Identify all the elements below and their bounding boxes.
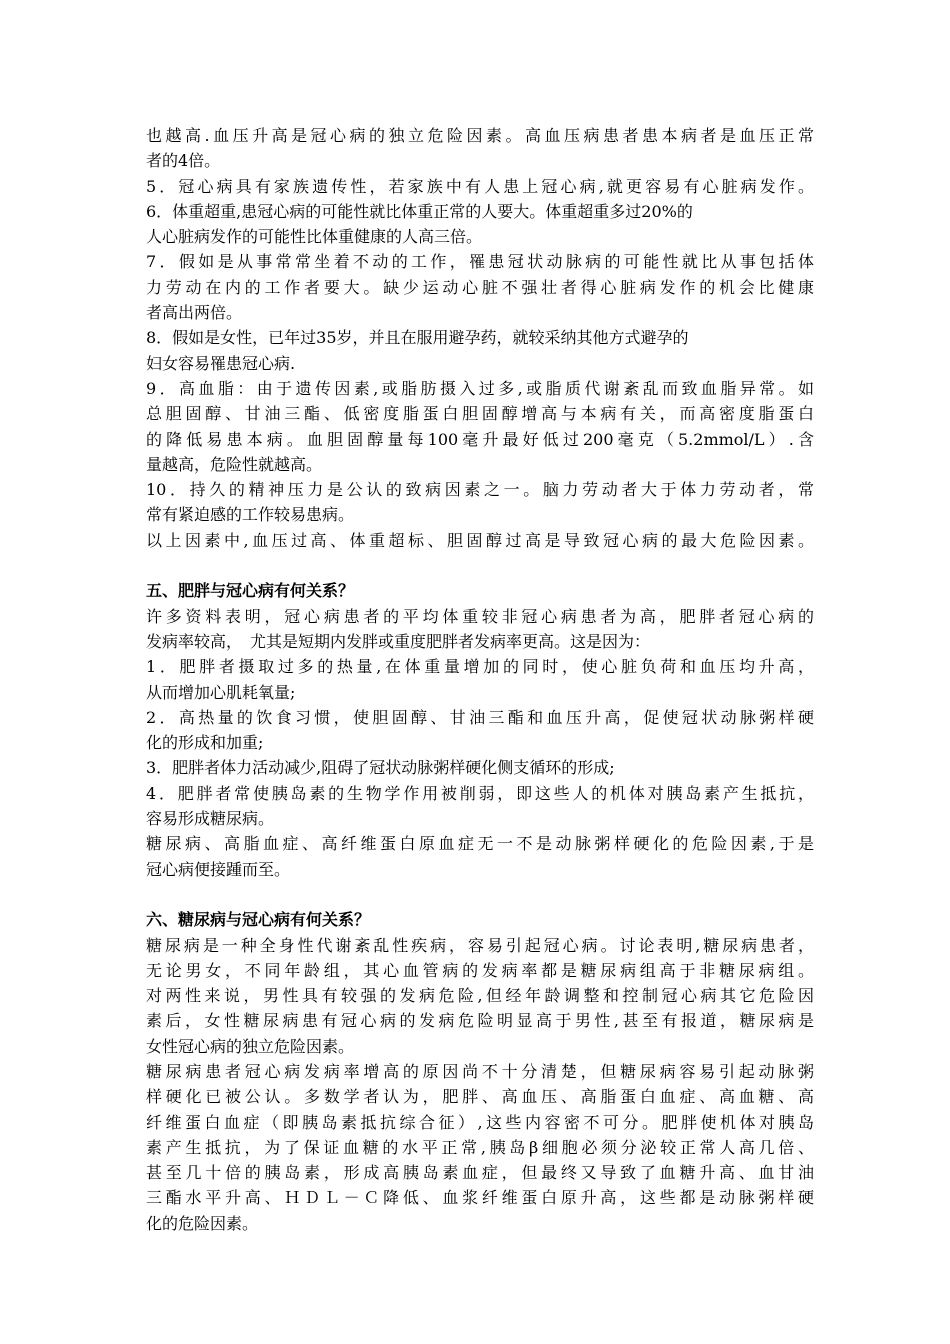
text-line: 者的4倍。 — [146, 151, 221, 171]
section-heading: 五、肥胖与冠心病有何关系？ — [146, 581, 355, 601]
text-line: 糖尿病、高脂血症、高纤维蛋白原血症无一不是动脉粥样硬化的危险因素,于是 — [146, 834, 814, 854]
text-line: 冠心病便接踵而至。 — [146, 859, 291, 879]
text-line: 纤维蛋白血症（即胰岛素抵抗综合征）,这些内容密不可分。肥胖使机体对胰岛 — [146, 1112, 814, 1132]
text-line: 妇女容易罹患冠心病. — [146, 353, 296, 373]
text-line: 化的危险因素。 — [146, 1213, 259, 1233]
text-line: 5．冠心病具有家族遗传性，若家族中有人患上冠心病,就更容易有心脏病发作。 — [146, 176, 814, 196]
text-line: 样硬化已被公认。多数学者认为，肥胖、高血压、高脂蛋白血症、高血糖、高 — [146, 1087, 814, 1107]
text-line: 1．肥胖者摄取过多的热量,在体重量增加的同时，使心脏负荷和血压均升高， — [146, 657, 814, 677]
text-line: 糖尿病是一种全身性代谢紊乱性疾病，容易引起冠心病。讨论表明,糖尿病患者， — [146, 935, 814, 955]
text-line: 总胆固醇、甘油三酯、低密度脂蛋白胆固醇增高与本病有关，而高密度脂蛋白 — [146, 404, 814, 424]
text-line: 女性冠心病的独立危险因素。 — [146, 1036, 355, 1056]
text-line: 者高出两倍。 — [146, 303, 243, 323]
text-line: 糖尿病患者冠心病发病率增高的原因尚不十分清楚，但糖尿病容易引起动脉粥 — [146, 1061, 814, 1081]
text-line: 也越高.血压升高是冠心病的独立危险因素。高血压病患者患本病者是血压正常 — [146, 126, 814, 145]
text-line: 人心脏病发作的可能性比体重健康的人高三倍。 — [146, 227, 483, 247]
text-line: 4．肥胖者常使胰岛素的生物学作用被削弱，即这些人的机体对胰岛素产生抵抗， — [146, 783, 814, 803]
text-line: 2．高热量的饮食习惯，使胆固醇、甘油三酯和血压升高，促使冠状动脉粥样硬 — [146, 707, 814, 727]
text-line: 素后，女性糖尿病患有冠心病的发病危险明显高于男性,甚至有报道，糖尿病是 — [146, 1011, 814, 1031]
text-line: 容易形成糖尿病。 — [146, 809, 275, 829]
paragraph-gap — [146, 553, 814, 578]
text-line: 9．高血脂：由于遗传因素,或脂肪摄入过多,或脂质代谢紊乱而致血脂异常。如 — [146, 378, 814, 398]
text-line: 常有紧迫感的工作较易患病。 — [146, 505, 355, 525]
text-line: 8．假如是女性，已年过35岁，并且在服用避孕药，就较采纳其他方式避孕的 — [146, 328, 689, 348]
text-line: 化的形成和加重; — [146, 733, 264, 753]
text-line: 素产生抵抗，为了保证血糖的水平正常,胰岛β细胞必须分泌较正常人高几倍、 — [146, 1137, 814, 1157]
text-line: 7．假如是从事常常坐着不动的工作，罹患冠状动脉病的可能性就比从事包括体 — [146, 252, 814, 272]
paragraph-gap — [146, 882, 814, 907]
text-line: 从而增加心肌耗氧量; — [146, 682, 296, 702]
text-line: 无论男女，不同年龄组，其心血管病的发病率都是糖尿病组高于非糖尿病组。 — [146, 960, 814, 980]
text-line: 对两性来说，男性具有较强的发病危险,但经年龄调整和控制冠心病其它危险因 — [146, 986, 814, 1006]
text-line: 许多资料表明，冠心病患者的平均体重较非冠心病患者为高，肥胖者冠心病的 — [146, 606, 814, 626]
text-line: 3．肥胖者体力活动减少,阻碍了冠状动脉粥样硬化侧支循环的形成; — [146, 758, 615, 778]
text-line: 的降低易患本病。血胆固醇量每100毫升最好低过200毫克（5.2mmol/L）.含 — [146, 429, 814, 449]
document-body — [146, 123, 814, 1236]
text-line: 6．体重超重,患冠心病的可能性就比体重正常的人要大。体重超重多过20%的 — [146, 201, 693, 221]
text-line: 量越高，危险性就越高。 — [146, 454, 323, 474]
text-line: 三酯水平升高、ＨＤＬ－Ｃ降低、血浆纤维蛋白原升高，这些都是动脉粥样硬 — [146, 1188, 814, 1208]
text-line: 以上因素中,血压过高、体重超标、胆固醇过高是导致冠心病的最大危险因素。 — [146, 530, 814, 550]
text-line: 力劳动在内的工作者要大。缺少运动心脏不强壮者得心脏病发作的机会比健康 — [146, 277, 814, 297]
text-line: 甚至几十倍的胰岛素，形成高胰岛素血症，但最终又导致了血糖升高、血甘油 — [146, 1163, 814, 1183]
text-line: 发病率较高， 尤其是短期内发胖或重度肥胖者发病率更高。这是因为： — [146, 631, 651, 651]
text-line: 10．持久的精神压力是公认的致病因素之一。脑力劳动者大于体力劳动者，常 — [146, 480, 814, 500]
section-heading: 六、糖尿病与冠心病有何关系？ — [146, 910, 371, 930]
